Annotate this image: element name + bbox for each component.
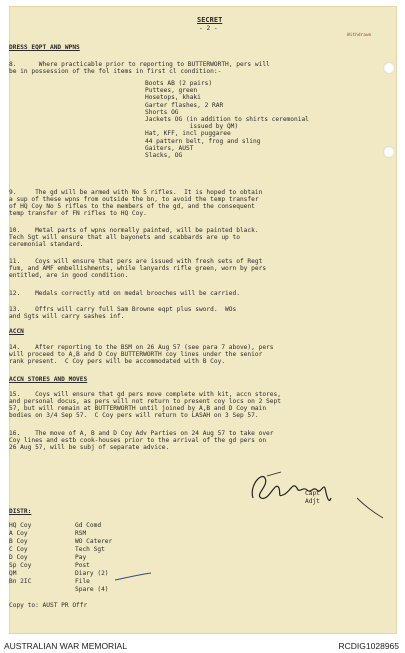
- para-14-line: rank present. C Coy pers will be accommodated with B Coy.: [9, 358, 226, 365]
- distribution-addressee: QM: [9, 570, 17, 577]
- para-10-line: 10. Metal parts of wpns normally painted, will be painted black.: [9, 227, 259, 234]
- distribution-heading: DISTR:: [9, 508, 32, 515]
- kit-item: Gaiters, AUST: [145, 144, 194, 152]
- para-16-line: 16. The move of A, B and D Coy Adv Parties on 24 Aug 57 to take over: [9, 430, 274, 437]
- para-9-line: temp transfer of FN rifles to HQ Coy.: [9, 210, 147, 217]
- distribution-addressee: Tech Sgt: [75, 546, 105, 553]
- distribution-addressee: HQ Coy: [9, 522, 32, 529]
- para-9-line: of HQ Coy No 5 rifles to the members of the gd, and the consequent: [9, 203, 255, 210]
- para-15-line: 15. Coys will ensure that gd pers move complete with kit, accn stores,: [9, 391, 281, 398]
- para-10-line: ceremonial standard.: [9, 241, 84, 248]
- para-16-line: Coy lines and estb cook-houses prior to the arrival of the gd pers on: [9, 437, 267, 444]
- page-number: - 2 -: [199, 25, 218, 32]
- distribution-addressee: File: [75, 578, 90, 585]
- kit-item: Puttees, green: [145, 87, 198, 95]
- para-13-line: 13. Offrs will carry full Sam Browne eqpt plus sword. WOs: [9, 306, 237, 313]
- kit-item: Hosetops, khaki: [145, 94, 201, 102]
- para-14-line: will proceed to A,B and D Coy BUTTERWORTH coy lines under the senior: [9, 351, 263, 358]
- distribution-addressee: Sp Coy: [9, 562, 32, 569]
- kit-item: Garter flashes, 2 RAR: [145, 101, 224, 109]
- kit-item: Shorts OG: [145, 108, 179, 116]
- para-11-line: entitled, are in good condition.: [9, 272, 129, 279]
- document-page: [9, 6, 397, 634]
- para-16-line: 26 Aug 57, will be subj of separate advice.: [9, 444, 170, 451]
- kit-item: Boots AB (2 pairs): [145, 80, 213, 87]
- distribution-addressee: A Coy: [9, 530, 28, 537]
- para-9-line: 9. The gd will be armed with No 5 rifles. It is hoped to obtain: [9, 189, 263, 196]
- archive-record-id: RCDIG1028965: [338, 641, 399, 651]
- distribution-addressee: Spare (4): [75, 586, 109, 593]
- distribution-addressee: Post: [75, 562, 90, 569]
- para-9-line: a sup of these wpns from outside the bn, to avoid the temp transfer: [9, 196, 259, 203]
- para-8-line: be in possession of the fol items in first cl condition:-: [9, 68, 222, 75]
- distribution-addressee: D Coy: [9, 554, 28, 561]
- para-15-line: bodies on 3/4 Sep 57. C Coy pers will return to LASAH on 3 Sep 57.: [9, 412, 259, 419]
- distribution-addressee: RSM: [75, 530, 87, 537]
- punch-hole: [383, 146, 395, 158]
- kit-item: issued by QM): [145, 123, 239, 131]
- section-heading-accn: ACCN: [9, 328, 24, 335]
- para-14-line: 14. After reporting to the BSM on 26 Aug 57 (see para 7 above), pers: [9, 344, 274, 351]
- para-15-line: and personal docus, as pers will not return to present coy locs on 2 Sept: [9, 398, 281, 405]
- withdrawn-stamp: Withdrawn: [347, 33, 372, 38]
- kit-item: Jackets OG (in addition to shirts ceremonial: [145, 116, 309, 123]
- handwritten-signature: [247, 468, 347, 508]
- copy-to-line: Copy to: AUST PR Offr: [9, 602, 88, 609]
- classification-heading: SECRET: [197, 16, 223, 24]
- pen-stroke-mark: [355, 496, 385, 520]
- section-heading-dress: DRESS EQPT AND WPNS: [9, 44, 80, 51]
- para-11-line: 11. Coys will ensure that pers are issued with fresh sets of Regt: [9, 258, 263, 265]
- kit-item: 44 pattern belt, frog and sling: [145, 137, 261, 145]
- para-11-line: fum, and AMF embellishments, while lanyards rifle green, worn by pers: [9, 265, 267, 272]
- distribution-addressee: C Coy: [9, 546, 28, 553]
- kit-item: Hat, KFF, incl puggaree: [145, 130, 231, 138]
- para-10-line: Tech Sgt will ensure that all bayonets and scabbards are up to: [9, 234, 240, 241]
- distribution-addressee: B Coy: [9, 538, 28, 545]
- pen-stroke-mark: [113, 572, 153, 582]
- punch-hole: [383, 62, 395, 74]
- para-15-line: 57, but will remain at BUTTERWORTH until joined by A,B and D Coy main: [9, 405, 267, 412]
- distribution-addressee: WO Caterer: [75, 538, 113, 545]
- para-13-line: and Sgts will carry sashes inf.: [9, 313, 125, 320]
- distribution-addressee: Pay: [75, 554, 87, 561]
- section-heading-accn-stores: ACCN STORES AND MOVES: [9, 376, 88, 383]
- kit-item: Slacks, OG: [145, 152, 183, 159]
- archive-name: AUSTRALIAN WAR MEMORIAL: [4, 641, 127, 651]
- signatory-rank: Capt: [305, 490, 320, 497]
- distribution-addressee: Gd Comd: [75, 522, 102, 529]
- para-12-line: 12. Medals correctly mtd on medal brooches will be carried.: [9, 290, 240, 297]
- distribution-addressee: Bn 2IC: [9, 578, 32, 585]
- distribution-addressee: Diary (2): [75, 570, 109, 577]
- para-8-line: 8. Where practicable prior to reporting to BUTTERWORTH, pers will: [9, 61, 270, 68]
- signatory-appointment: Adjt: [305, 498, 320, 505]
- archive-footer: [0, 639, 405, 653]
